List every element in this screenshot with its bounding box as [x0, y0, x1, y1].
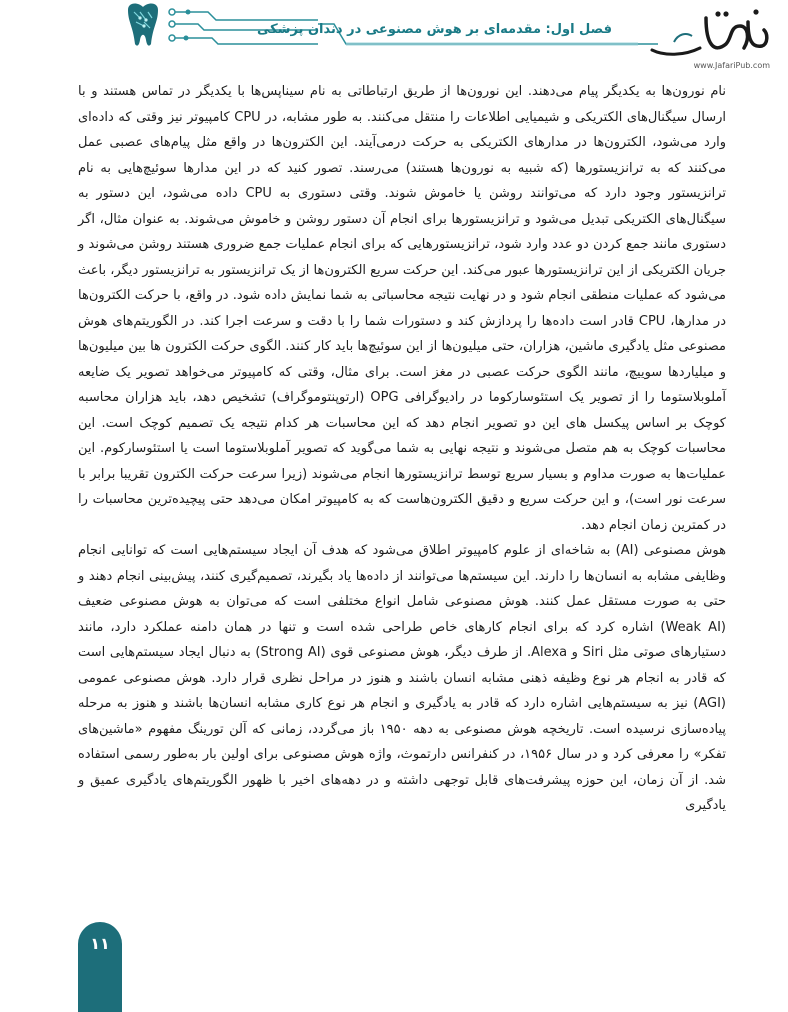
tooth-icon [120, 0, 166, 48]
publisher-logo [644, 4, 774, 68]
page-number: ۱۱ [90, 934, 110, 953]
chapter-title: فصل اول: مقدمه‌ای بر هوش مصنوعی در دندان پزشکی [256, 22, 612, 37]
page-number-tab [78, 922, 122, 1012]
paragraph: نام نورون‌ها به یکدیگر پیام می‌دهند. این نورون‌ها از طریق ارتباطاتی به نام سیناپس‌ها با یکدیگر در تماس هستند و با ارسال سیگنال‌های الکتریکی و شیمیایی اطلاعات را منتقل می‌کنند. به طور مشابه، در CPU کامپیوتر نیز وقتی که داده‌ای وارد می‌شود، الکترون‌ها در مدارهای الکتریکی به حرکت درمی‌آیند. این الکترون‌ها در واقع مثل پیام‌های عصبی عمل می‌کنند که به ترانزیستورها (که شبیه به نورون‌ها هستند) می‌رسند. تصور کنید که در این مدارها سوئیچ‌هایی به نام ترانزیستور وجود دارد که می‌توانند روشن یا خاموش شوند. وقتی دستوری به CPU داده می‌شود، این دستور به سیگنال‌های الکتریکی تبدیل می‌شود و ترانزیستورها برای انجام آن دستور روشن و خاموش می‌شوند. به عنوان مثال، اگر دستوری مانند جمع کردن دو عدد وارد شود، ترانزیستورهایی که برای انجام عملیات جمع ضروری هستند روشن می‌شوند و جریان الکتریکی از این ترانزیستورها عبور می‌کند. این حرکت سریع الکترون‌ها از یک ترانزیستور به ترانزیستور دیگر، باعث می‌شود که عملیات منطقی انجام شود و در نهایت نتیجه محاسباتی به شما نمایش داده شود. در واقع، با حرکت الکترون‌ها در مدارها، CPU قادر است داده‌ها را پردازش کند و دستورات شما را با دقت و سرعت اجرا کند. در الگوریتم‌های هوش مصنوعی مثل یادگیری ماشین، هزاران، حتی میلیون‌ها از این سوئیچ‌ها باید کار کنند. الگوی حرکت الکترون ها بین میلیون‌ها و میلیاردها سوییچ، مانند الگوی حرکت عصبی در مغز است. برای مثال، وقتی که کامپیوتر می‌خواهد تصویر یک ضایعه آملوبلاستوما را از تصویر یک استئوسارکوما در رادیوگرافی OPG (ارتوپنتوموگراف) تشخیص دهد، باید هزاران محاسبه کوچک بر اساس پیکسل های این دو تصویر انجام دهد که این محاسبات هر کدام نتیجه یک تصمیم کوچک است. این محاسبات کوچک به هم متصل می‌شوند و نتیجه نهایی به شما می‌گوید که تصویر آملوبلاستوما است یا استئوسارکوم. این عملیات‌ها به صورت مداوم و بسیار سریع توسط ترانزیستورها انجام می‌شوند (زیرا سرعت حرکت الکترون تقریبا برابر با سرعت نور است)، و این حرکت سریع و دقیق الکترون‌هاست که به کامپیوتر امکان می‌دهد حتی پیچیده‌ترین محاسبات را در کمترین زمان انجام دهد. [78, 84, 727, 533]
publisher-url: www.JafariPub.com [693, 61, 770, 70]
page-header [0, 0, 788, 70]
body-text [78, 79, 726, 819]
paragraph: هوش مصنوعی (AI) به شاخه‌ای از علوم کامپیوتر اطلاق می‌شود که هدف آن ایجاد سیستم‌هایی است که توانایی انجام وظایفی مشابه به انسان‌ها را دارند. این سیستم‌ها می‌توانند از داده‌ها یاد بگیرند، تصمیم‌گیری کنند، پیش‌بینی انجام دهند و حتی به صورت مستقل عمل کنند. هوش مصنوعی شامل انواع مختلفی است که می‌توان به هوش مصنوعی ضعیف (Weak AI) اشاره کرد که برای انجام کارهای خاص طراحی شده است و تنها در همان دامنه عملکرد دارد، مانند دستیارهای صوتی مثل Siri و Alexa. از طرف دیگر، هوش مصنوعی قوی (Strong AI) به دنبال ایجاد سیستم‌هایی است که قادر به انجام هر نوع وظیفه ذهنی مشابه انسان باشند و هنوز در مراحل نظری قرار دارد. هوش مصنوعی عمومی (AGI) نیز به سیستم‌هایی اشاره دارد که قادر به یادگیری و انجام هر نوع کاری مشابه انسان‌ها باشند و هنوز به مرحله پیاده‌سازی نرسیده است. تاریخچه هوش مصنوعی به دهه ۱۹۵۰ باز می‌گردد، زمانی که آلن تورینگ مفهوم «ماشین‌های تفکر» را معرفی کرد و در سال ۱۹۵۶، در کنفرانس دارتموث، واژه هوش مصنوعی برای اولین بار به‌طور رسمی استفاده شد. از آن زمان، این حوزه پیشرفت‌های قابل توجهی داشته و در دهه‌های اخیر با ظهور الگوریتم‌های یادگیری عمیق و یادگیری [78, 543, 727, 813]
